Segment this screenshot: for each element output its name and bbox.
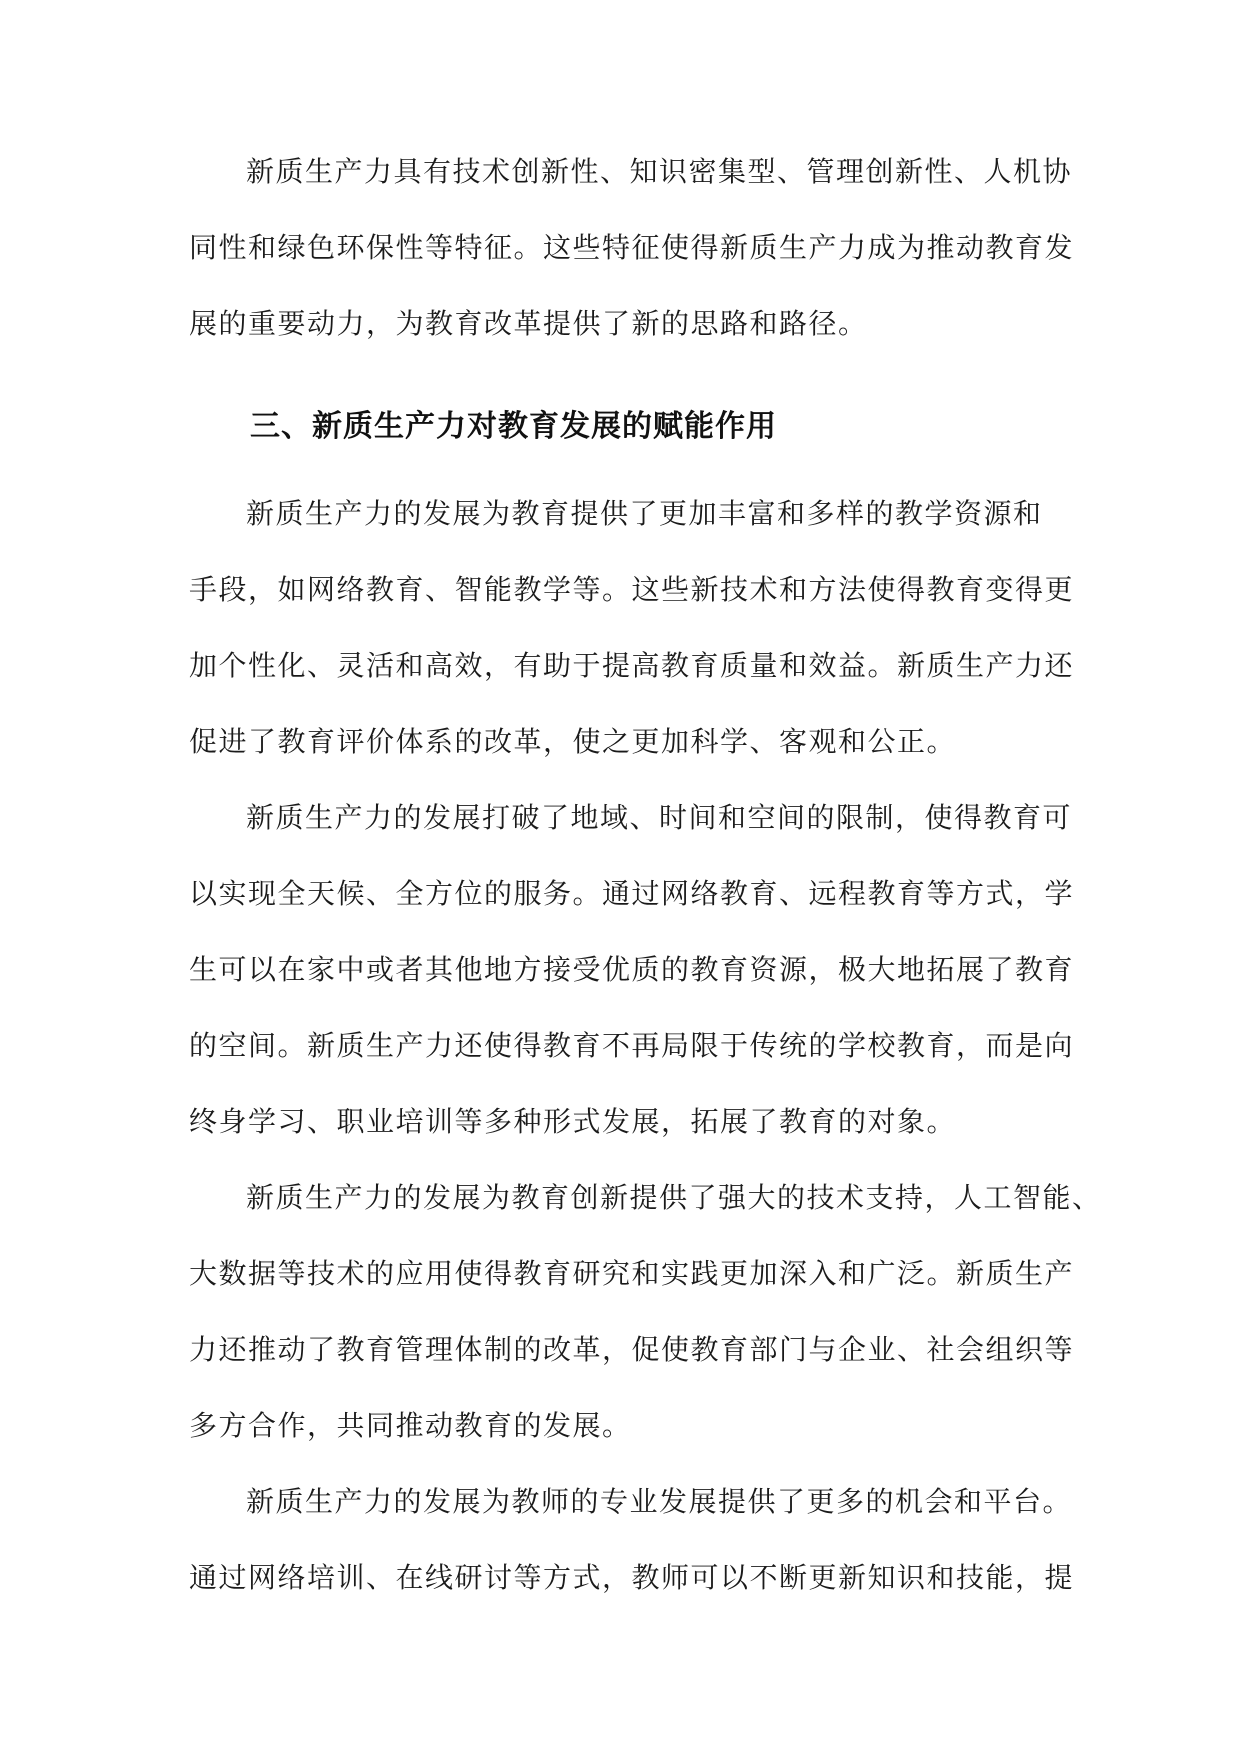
- paragraph-line: 通过网络培训、在线研讨等方式，教师可以不断更新知识和技能，提: [189, 1561, 1075, 1594]
- paragraph-line: 以实现全天候、全方位的服务。通过网络教育、远程教育等方式，学: [189, 877, 1075, 910]
- section-heading: 三、新质生产力对教育发展的赋能作用: [250, 409, 777, 444]
- paragraph-line: 新质生产力的发展为教育创新提供了强大的技术支持，人工智能、: [246, 1181, 1102, 1214]
- paragraph-line: 力还推动了教育管理体制的改革，促使教育部门与企业、社会组织等: [189, 1333, 1075, 1366]
- paragraph-line: 终身学习、职业培训等多种形式发展，拓展了教育的对象。: [189, 1105, 957, 1138]
- paragraph-line: 手段，如网络教育、智能教学等。这些新技术和方法使得教育变得更: [189, 573, 1075, 606]
- paragraph-line: 新质生产力具有技术创新性、知识密集型、管理创新性、人机协: [246, 155, 1073, 188]
- paragraph-line: 的空间。新质生产力还使得教育不再局限于传统的学校教育，而是向: [189, 1029, 1075, 1062]
- paragraph-line: 展的重要动力，为教育改革提供了新的思路和路径。: [189, 307, 868, 340]
- paragraph-line: 加个性化、灵活和高效，有助于提高教育质量和效益。新质生产力还: [189, 649, 1075, 682]
- paragraph-line: 新质生产力的发展打破了地域、时间和空间的限制，使得教育可: [246, 801, 1073, 834]
- paragraph-line: 大数据等技术的应用使得教育研究和实践更加深入和广泛。新质生产: [189, 1257, 1075, 1290]
- paragraph-line: 新质生产力的发展为教师的专业发展提供了更多的机会和平台。: [246, 1485, 1073, 1518]
- paragraph-line: 促进了教育评价体系的改革，使之更加科学、客观和公正。: [189, 725, 957, 758]
- paragraph-line: 新质生产力的发展为教育提供了更加丰富和多样的教学资源和: [246, 497, 1043, 530]
- paragraph-line: 同性和绿色环保性等特征。这些特征使得新质生产力成为推动教育发: [189, 231, 1075, 264]
- paragraph-line: 生可以在家中或者其他地方接受优质的教育资源，极大地拓展了教育: [189, 953, 1075, 986]
- paragraph-line: 多方合作，共同推动教育的发展。: [189, 1409, 632, 1442]
